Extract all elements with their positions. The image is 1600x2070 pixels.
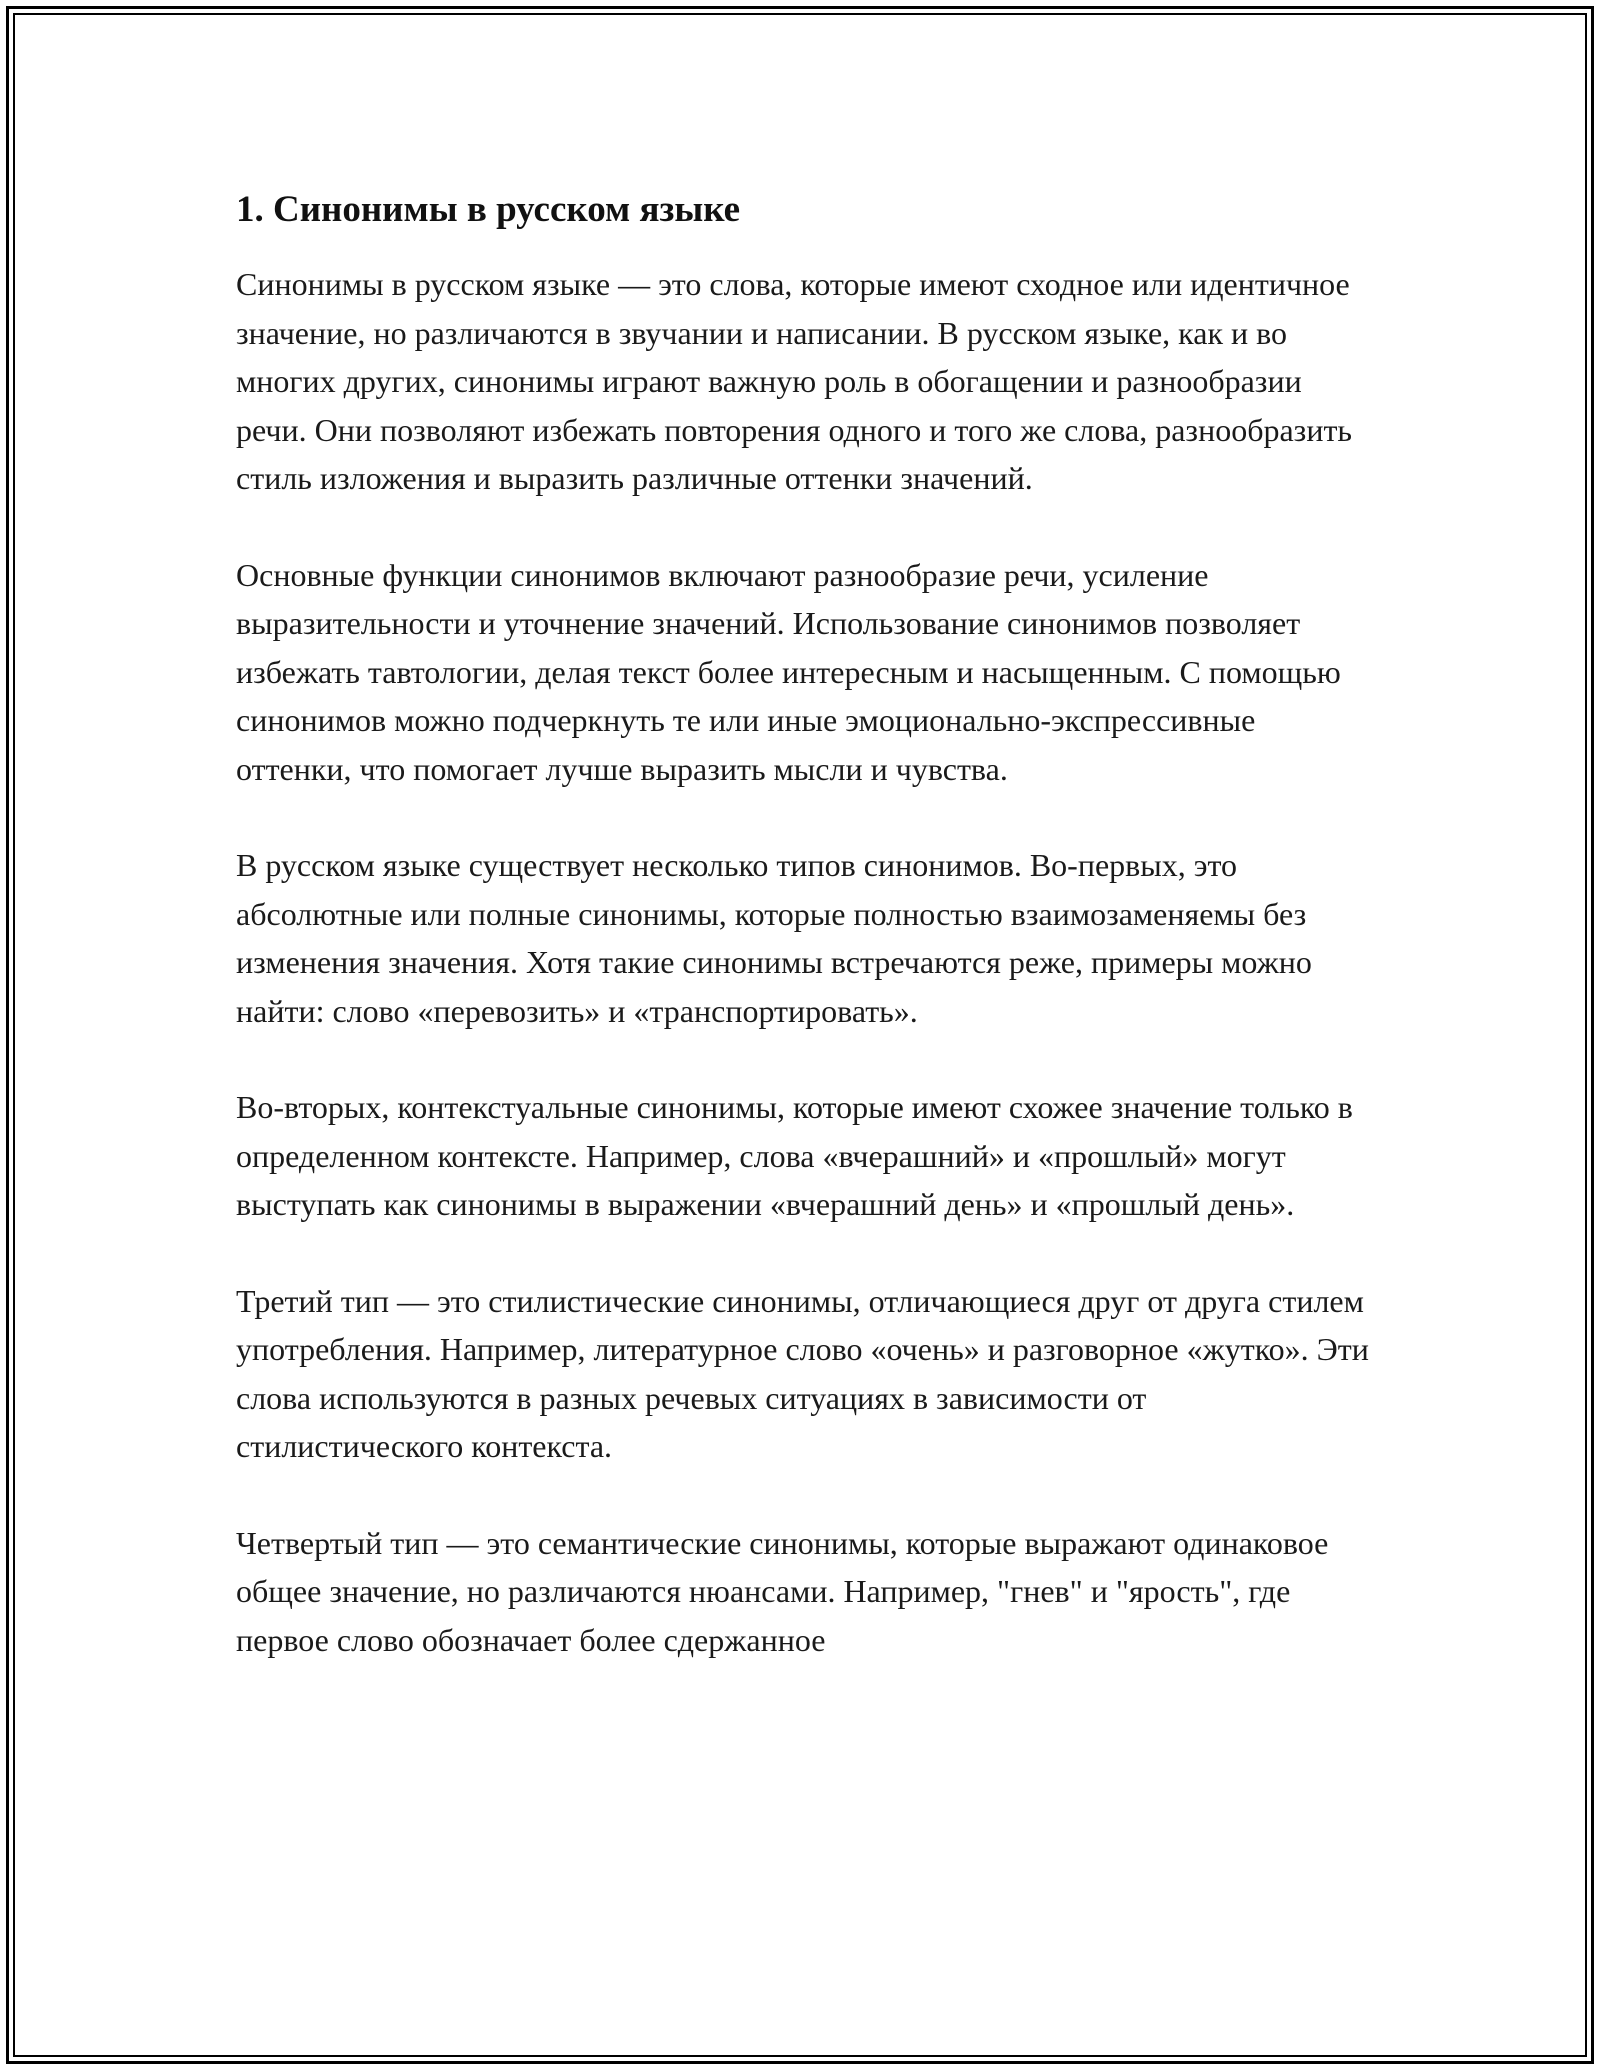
paragraph-5: Третий тип — это стилистические синонимы, отличающиеся друг от друга стилем употребления. Например, литературное слово «очень» и разговорное «жутко». Эти слова используются в разных речевых ситуациях в зависимости от стилистического контекста.: [236, 1282, 1369, 1464]
document-body: [236, 186, 1376, 1712]
paragraph-1: Синонимы в русском языке — это слова, которые имеют сходное или идентичное значение, но различаются в звучании и написании. В русском языке, как и во многих других, синонимы играют важную роль в обогащении и разнообразии речи. Они позволяют избежать повторения одного и того же слова, разнообразить стиль изложения и выразить различные оттенки значений.: [236, 266, 1353, 496]
paragraph-6: Четвертый тип — это семантические синонимы, которые выражают одинаковое общее значение, но различаются нюансами. Например, "гнев" и "ярость", где первое слово обозначает более сдержанное: [236, 1524, 1329, 1658]
paragraph-2: Основные функции синонимов включают разнообразие речи, усиление выразительности и уточнение значений. Использование синонимов позволяет избежать тавтологии, делая текст более интересным и насыщенным. С помощью синонимов можно подчеркнуть те или иные эмоционально-экспрессивные оттенки, что помогает лучше выразить мысли и чувства.: [236, 556, 1341, 787]
section-heading: 1. Синонимы в русском языке: [236, 189, 741, 230]
paragraph-4: Во-вторых, контекстуальные синонимы, которые имеют схожее значение только в определенном контексте. Например, слова «вчерашний» и «прошлый» могут выступать как синонимы в выражении «вчерашний день» и «прошлый день».: [236, 1089, 1353, 1222]
paragraph-3: В русском языке существует несколько типов синонимов. Во-первых, это абсолютные или полные синонимы, которые полностью взаимозаменяемы без изменения значения. Хотя такие синонимы встречаются реже, примеры можно найти: слово «перевозить» и «транспортировать».: [236, 847, 1312, 1029]
